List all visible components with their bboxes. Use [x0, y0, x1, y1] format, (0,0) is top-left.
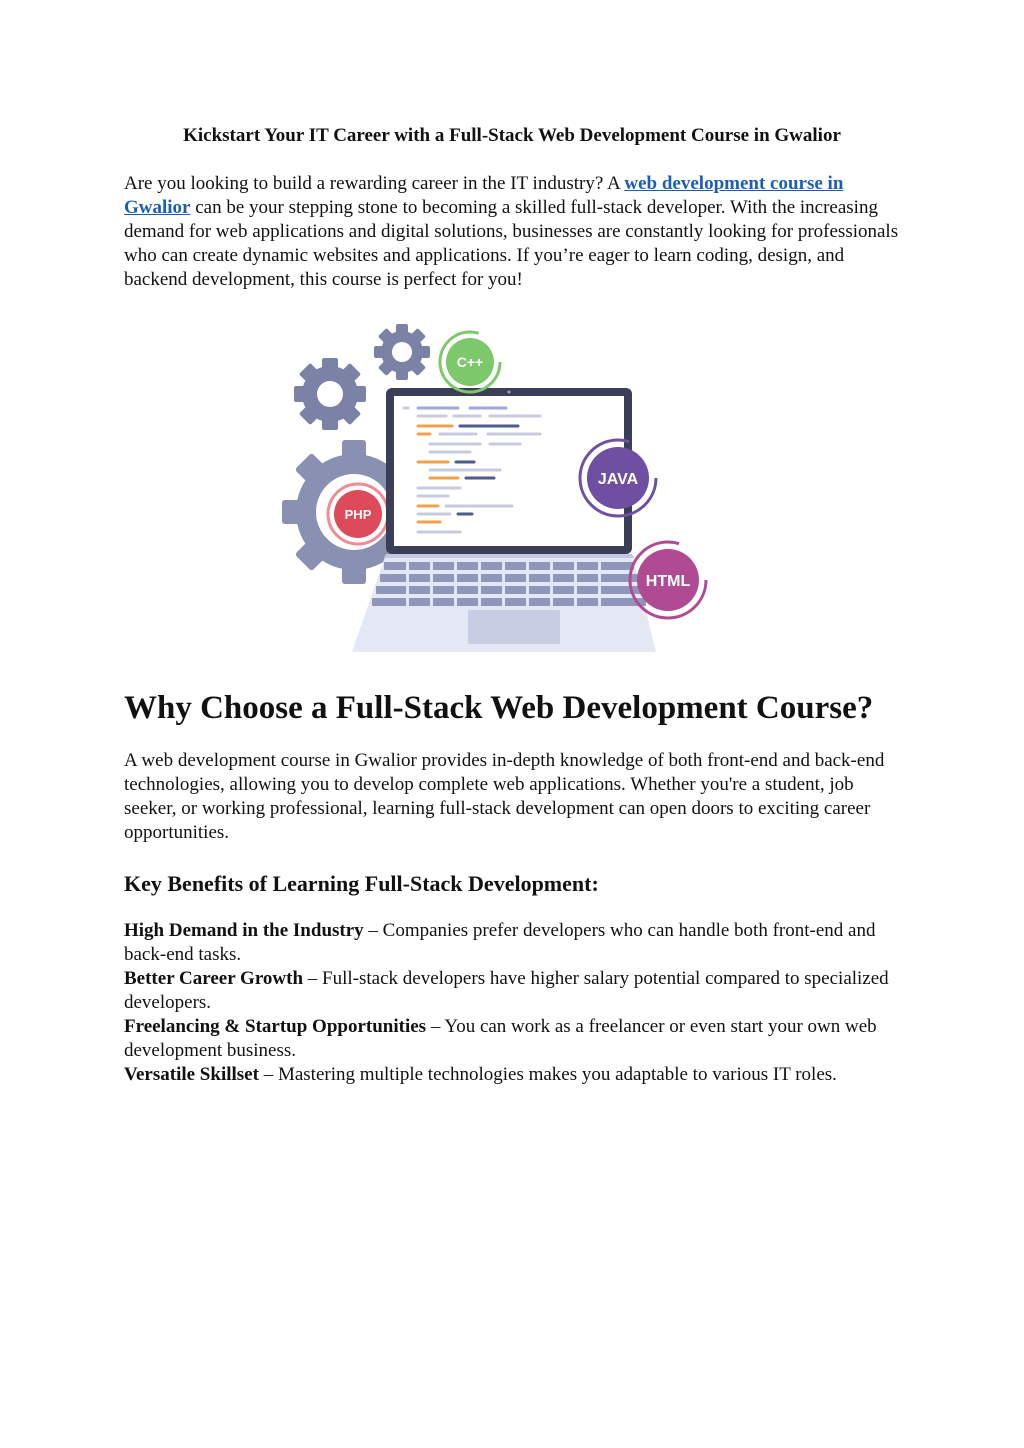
course-link[interactable]: web development course in Gwalior — [124, 173, 844, 218]
benefit-description: – Full-stack developers have higher salary potential compared to specialized developers. — [124, 968, 889, 1013]
benefits-heading: Key Benefits of Learning Full-Stack Development: — [124, 871, 599, 896]
medium-gear-icon — [294, 358, 366, 430]
cpp-label: C++ — [456, 354, 484, 370]
why-heading: Why Choose a Full-Stack Web Development Course? — [124, 690, 874, 726]
java-label: JAVA — [597, 471, 639, 488]
benefit-term: Freelancing & Startup Opportunities — [124, 1016, 427, 1037]
intro-text-end: can be your stepping stone to becoming a skilled full-stack developer. With the increasing demand for web applications and digital solutions, businesses are constantly looking for professionals who can create dynamic websites and applications. If you’re eager to learn coding, design, and backend development, this course is perfect for you! — [124, 197, 899, 290]
benefit-item — [124, 1063, 900, 1087]
why-paragraph: A web development course in Gwalior provides in-depth knowledge of both front-end and back-end technologies, allowing you to develop complete web applications. Whether you're a student, job seeker, or working professional, learning full-stack development can open doors to exciting career opportunities. — [124, 750, 885, 843]
benefit-item — [124, 967, 900, 1015]
html-badge — [630, 542, 706, 618]
php-badge — [328, 484, 388, 544]
intro-text-start: Are you looking to build a rewarding career in the IT industry? A — [124, 173, 625, 194]
intro-paragraph — [124, 172, 900, 292]
benefit-term: Versatile Skillset — [124, 1064, 259, 1085]
cpp-badge — [440, 332, 500, 392]
document-title: Kickstart Your IT Career with a Full-Stack Web Development Course in Gwalior — [183, 125, 841, 146]
laptop-icon — [352, 388, 656, 652]
benefits-list — [124, 919, 900, 1087]
web-development-illustration — [280, 322, 750, 654]
small-gear-icon — [374, 324, 430, 380]
benefit-item — [124, 919, 900, 967]
benefit-term: High Demand in the Industry — [124, 920, 364, 941]
benefit-term: Better Career Growth — [124, 968, 304, 989]
benefit-item — [124, 1015, 900, 1063]
benefit-description: – Companies prefer developers who can handle both front-end and back-end tasks. — [124, 920, 876, 965]
benefit-description: – You can work as a freelancer or even start your own web development business. — [124, 1016, 877, 1061]
php-label: PHP — [344, 507, 372, 522]
java-badge — [580, 440, 656, 516]
benefit-description: – Mastering multiple technologies makes you adaptable to various IT roles. — [258, 1064, 837, 1085]
html-label: HTML — [645, 573, 691, 590]
